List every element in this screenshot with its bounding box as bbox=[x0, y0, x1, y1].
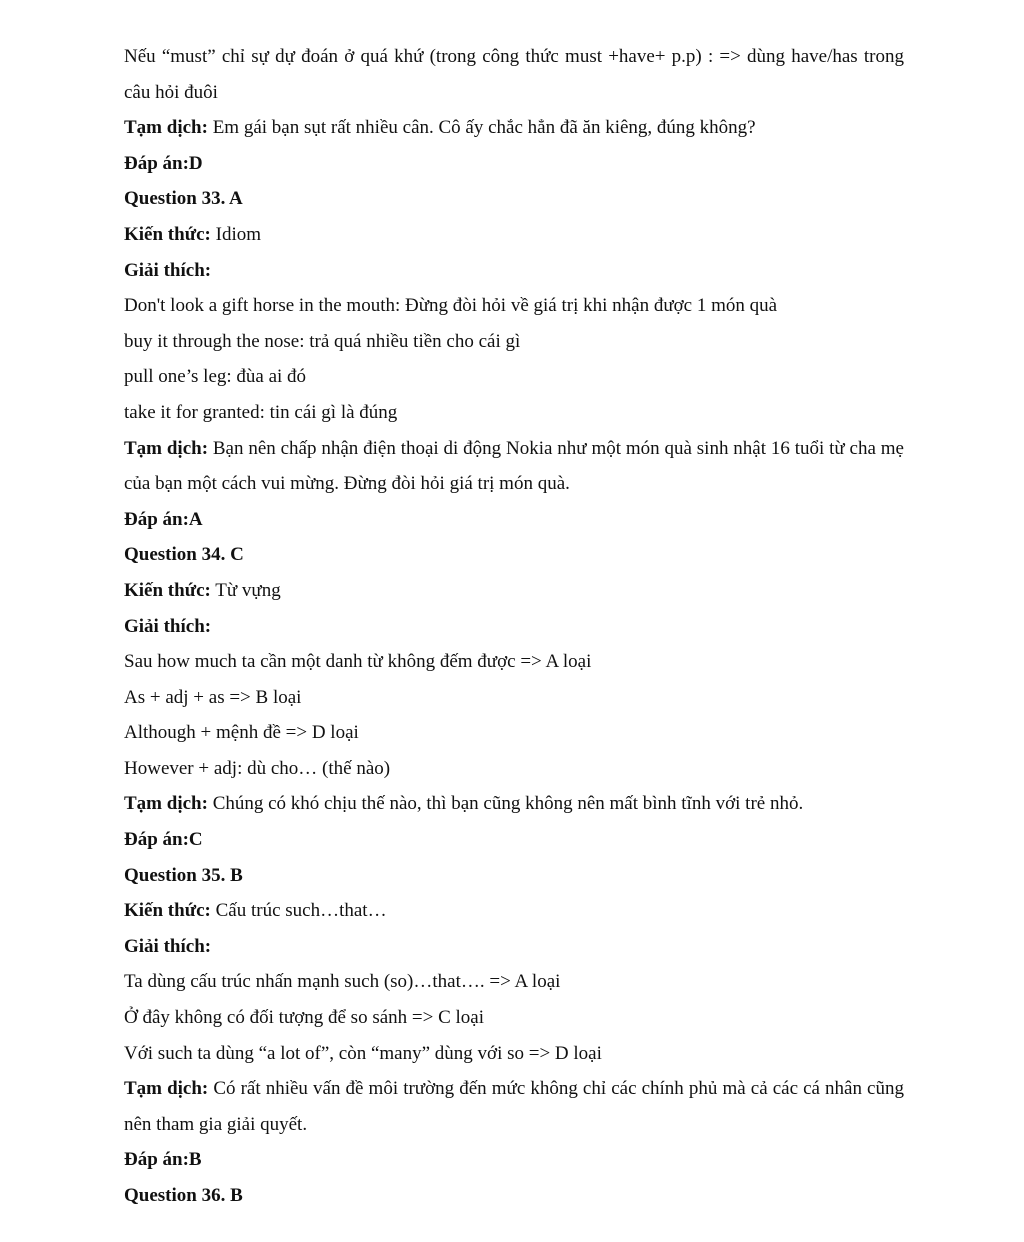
translation-text: Em gái bạn sụt rất nhiều cân. Cô ấy chắc hẳn đã ăn kiêng, đúng không? bbox=[207, 117, 756, 139]
knowledge-line bbox=[124, 573, 904, 609]
translation-line bbox=[124, 786, 904, 822]
answer-key: Đáp án:B bbox=[124, 1149, 202, 1171]
knowledge-label: Kiến thức: bbox=[124, 223, 211, 245]
question-36-title: Question 36. B bbox=[124, 1185, 243, 1206]
explanation-line: buy it through the nose: trả quá nhiều tiền cho cái gì bbox=[124, 330, 521, 352]
explanation-line: Don't look a gift horse in the mouth: Đừng đòi hỏi về giá trị khi nhận được 1 món quà bbox=[124, 295, 778, 317]
knowledge-text: Từ vựng bbox=[210, 579, 281, 601]
tag-question-note: Nếu “must” chỉ sự dự đoán ở quá khứ (trong công thức must +have+ p.p) : => dùng have/has trong câu hỏi đuôi bbox=[124, 46, 904, 103]
knowledge-text: Cấu trúc such…that… bbox=[210, 900, 387, 922]
translation-text: Có rất nhiều vấn đề môi trường đến mức không chỉ các chính phủ mà cả các cá nhân cũng nên tham gia giải quyết. bbox=[124, 1078, 904, 1135]
intro-translation bbox=[124, 110, 904, 146]
explanation-line: Ta dùng cấu trúc nhấn mạnh such (so)…that…. => A loại bbox=[124, 971, 561, 993]
translation-paragraph bbox=[124, 431, 904, 502]
explanation-heading: Giải thích: bbox=[124, 935, 212, 957]
explanation-line: However + adj: dù cho… (thế nào) bbox=[124, 757, 391, 779]
translation-label: Tạm dịch: bbox=[124, 117, 208, 139]
answer-key: Đáp án:D bbox=[124, 152, 203, 174]
answer-key: Đáp án:A bbox=[124, 508, 203, 530]
translation-text: Bạn nên chấp nhận điện thoại di động Nokia như một món quà sinh nhật 16 tuổi từ cha mẹ của bạn một cách vui mừng. Đừng đòi hỏi giá trị món quà. bbox=[124, 437, 904, 495]
question-34-title: Question 34. C bbox=[124, 544, 244, 566]
knowledge-line bbox=[124, 217, 904, 253]
explanation-heading: Giải thích: bbox=[124, 615, 212, 637]
explanation-line: Sau how much ta cần một danh từ không đếm được => A loại bbox=[124, 651, 592, 673]
explanation-line: pull one’s leg: đùa ai đó bbox=[124, 366, 307, 388]
explanation-line: Với such ta dùng “a lot of”, còn “many” dùng với so => D loại bbox=[124, 1042, 602, 1064]
translation-label: Tạm dịch: bbox=[124, 793, 208, 815]
question-35-title: Question 35. B bbox=[124, 864, 243, 886]
knowledge-label: Kiến thức: bbox=[124, 579, 211, 601]
knowledge-text: Idiom bbox=[210, 223, 262, 245]
explanation-line: Although + mệnh đề => D loại bbox=[124, 722, 359, 744]
explanation-line: take it for granted: tin cái gì là đúng bbox=[124, 401, 398, 423]
translation-paragraph bbox=[124, 1071, 904, 1142]
answer-key: Đáp án:C bbox=[124, 829, 203, 851]
explanation-heading: Giải thích: bbox=[124, 259, 212, 281]
translation-text: Chúng có khó chịu thế nào, thì bạn cũng không nên mất bình tĩnh với trẻ nhỏ. bbox=[207, 793, 804, 815]
question-33-title: Question 33. A bbox=[124, 188, 243, 210]
explanation-line: Ở đây không có đối tượng để so sánh => C loại bbox=[124, 1007, 484, 1029]
document-page bbox=[124, 39, 904, 1214]
translation-label: Tạm dịch: bbox=[124, 437, 209, 459]
explanation-line: As + adj + as => B loại bbox=[124, 686, 302, 708]
knowledge-line bbox=[124, 893, 904, 929]
translation-label: Tạm dịch: bbox=[124, 1078, 209, 1100]
knowledge-label: Kiến thức: bbox=[124, 900, 211, 922]
